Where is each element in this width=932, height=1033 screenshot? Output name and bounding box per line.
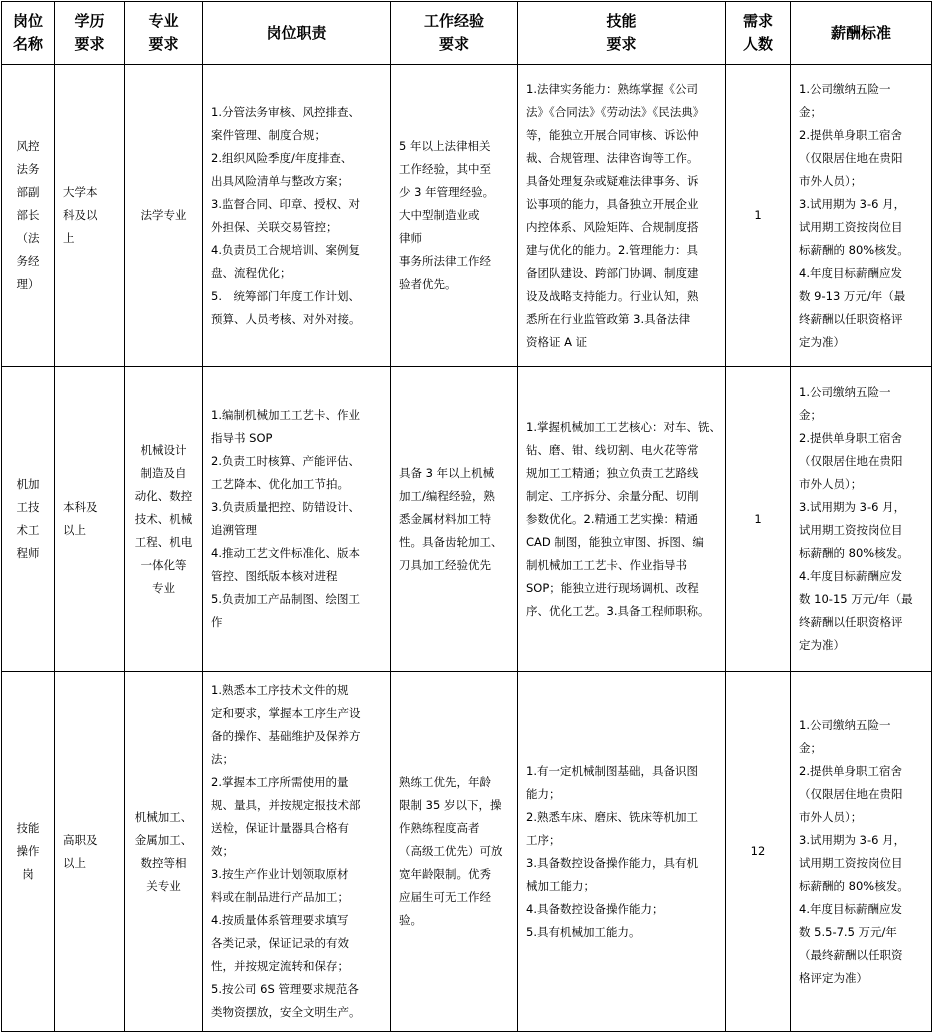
text-line: 料或在制品进行产品加工； [211, 890, 349, 904]
experience-cell-text [391, 771, 517, 932]
text-line: 律师 [399, 231, 422, 245]
text-line: 出具风险清单与整改方案； [211, 173, 349, 188]
text-line: 事务所法律工作经 [399, 254, 491, 268]
text-line: 技能 [16, 821, 40, 835]
text-line: 设及战略支持能力。行业认知，熟 [526, 288, 699, 303]
text-line: 工艺降本、优化加工节拍。 [211, 477, 349, 491]
skills-cell-text [518, 760, 725, 944]
text-line: 参数优化。2.精通工艺实操：精通 [526, 511, 698, 526]
text-line: 5.按公司 6S 管理要求规范各 [211, 982, 359, 996]
text-line: （仅限居住地在贵阳 [799, 786, 903, 801]
text-line: 数 9-13 万元/年（最 [799, 288, 906, 303]
text-line: 定和要求，掌握本工序生产设 [211, 706, 361, 720]
text-line: 5. 统筹部门年度工作计划、 [211, 288, 360, 303]
text-line: 具备处理复杂或疑难法律事务、诉 [526, 173, 699, 188]
text-line: 制定、工序拆分、余量分配、切削 [526, 488, 699, 503]
text-line: 科及以 [63, 208, 98, 222]
job-requirements-table [1, 1, 932, 1032]
text-line: 5.负责加工产品制图、绘图工 [211, 592, 360, 606]
text-line: 以上 [63, 523, 86, 537]
text-line: 钻、磨、钳、线切割、电火花等常 [526, 442, 699, 457]
text-line: 市外人员）； [799, 477, 863, 491]
text-line: 4.年度目标薪酬应发 [799, 265, 902, 280]
experience-cell-text [391, 462, 517, 577]
text-line: 4.推动工艺文件标准化、版本 [211, 546, 360, 560]
text-line: 1.分管法务审核、风控排查、 [211, 104, 360, 119]
education-cell [55, 367, 125, 672]
position-name-cell [2, 367, 55, 672]
text-line: 性。具备齿轮加工、 [399, 534, 503, 549]
text-line: 1 [754, 208, 762, 222]
text-line: 备的操作、基础维护及保养方 [211, 729, 361, 743]
major-cell [125, 65, 203, 367]
text-line: CAD 制图，能独立审图、拆图、编 [526, 534, 704, 549]
text-line: 4.年度目标薪酬应发 [799, 569, 902, 583]
text-line: 悉金属材料加工特 [399, 511, 491, 526]
text-line: SOP；能独立进行现场调机、改程 [526, 580, 699, 595]
position-name-cell-text [2, 817, 54, 886]
text-line: 裁、合规管理、法律咨询等工作。 [526, 150, 699, 165]
text-line: 关专业 [146, 878, 181, 893]
text-line: （最终薪酬以任职资 [799, 947, 903, 962]
text-line: 以上 [63, 855, 86, 870]
text-line: 机械加工、 [134, 809, 193, 824]
education-cell [55, 672, 125, 1032]
duties-cell [203, 367, 391, 672]
text-line: 宽年龄限制。优秀 [399, 867, 491, 881]
text-line: 效； [211, 844, 234, 858]
text-line: 预算、人员考核、对外对接。 [211, 311, 361, 326]
skills-cell-text [518, 416, 725, 623]
text-line: 数 10-15 万元/年（最 [799, 592, 913, 606]
salary-cell-text [791, 714, 931, 990]
duties-cell-text [203, 679, 390, 1024]
headcount-cell [726, 367, 791, 672]
text-line: 作 [211, 615, 223, 629]
text-line: 12 [750, 844, 766, 858]
text-line: 试用期工资按岗位目 [799, 523, 903, 537]
text-line: 讼事项的能力，具备独立开展企业 [526, 196, 699, 211]
text-line: 送检，保证计量器具合格有 [211, 821, 349, 835]
text-line: 1.有一定机械制图基础，具备识图 [526, 763, 698, 778]
headcount-cell [726, 672, 791, 1032]
text-line: 市外人员）； [799, 173, 863, 188]
table-row [2, 65, 932, 367]
text-line: 规、量具，并按规定报技术部 [211, 798, 361, 812]
salary-cell [791, 367, 932, 672]
text-line: 工作经验，其中至 [399, 162, 491, 176]
text-line: 2.提供单身职工宿舍 [799, 431, 902, 445]
text-line: 指导书 SOP [211, 431, 273, 445]
text-line: 1.公司缴纳五险一 [799, 717, 891, 732]
text-line: 4.负责员工合规培训、案例复 [211, 242, 360, 257]
header-position-name: 岗位 名称 [2, 2, 55, 65]
header-headcount: 需求 人数 [726, 2, 791, 65]
duties-cell-text [203, 101, 390, 331]
text-line: 终薪酬以任职资格评 [799, 311, 903, 326]
header-duties: 岗位职责 [203, 2, 391, 65]
text-line: 4.年度目标薪酬应发 [799, 901, 902, 916]
text-line: 3.试用期为 3-6 月， [799, 832, 906, 847]
text-line: 法务 [16, 162, 40, 176]
salary-cell-text [791, 381, 931, 657]
text-line: 盘、流程优化； [211, 265, 292, 280]
text-line: 动化、数控 [134, 488, 193, 503]
text-line: 外担保、关联交易管控； [211, 219, 338, 234]
text-line: 标薪酬的 80%核发。 [799, 242, 909, 257]
text-line: 标薪酬的 80%核发。 [799, 878, 909, 893]
text-line: 定为准） [799, 334, 845, 349]
skills-cell-text [518, 78, 725, 354]
text-line: 管控、图纸版本核对进程 [211, 569, 338, 583]
text-line: 工序； [526, 832, 561, 847]
text-line: 1.熟悉本工序技术文件的规 [211, 683, 349, 697]
education-cell-text [55, 829, 124, 875]
text-line: （法 [16, 231, 40, 245]
salary-cell [791, 672, 932, 1032]
text-line: 法； [211, 752, 234, 766]
text-line: 机加 [16, 477, 40, 491]
text-line: 悉所在行业监管政第 3.具备法律 [526, 311, 691, 326]
text-line: 1.法律实务能力：熟练掌握《公司 [526, 81, 698, 96]
text-line: 5.具有机械加工能力。 [526, 924, 641, 939]
text-line: 4.按质量体系管理要求填写 [211, 913, 349, 927]
text-line: 具备 3 年以上机械 [399, 465, 495, 480]
text-line: 序、优化工艺。3.具备工程师职称。 [526, 603, 710, 618]
duties-cell [203, 672, 391, 1032]
skills-cell [518, 672, 726, 1032]
text-line: 3.试用期为 3-6 月， [799, 196, 906, 211]
salary-cell [791, 65, 932, 367]
text-line: 应届生可无工作经 [399, 890, 491, 904]
header-row [2, 2, 932, 65]
text-line: 刀具加工经验优先 [399, 557, 491, 572]
text-line: （高级工优先）可放 [399, 844, 503, 858]
text-line: 加工/编程经验，熟 [399, 488, 495, 503]
text-line: 1.公司缴纳五险一 [799, 81, 891, 96]
text-line: 机械设计 [140, 442, 187, 457]
text-line: 大学本 [63, 185, 98, 199]
text-line: 4.具备数控设备操作能力； [526, 901, 664, 916]
education-cell-text [55, 496, 124, 542]
text-line: 金； [799, 408, 822, 422]
text-line: 验者优先。 [399, 277, 457, 291]
duties-cell-text [203, 404, 390, 634]
education-cell [55, 65, 125, 367]
text-line: 作熟练程度高者 [399, 821, 480, 835]
salary-cell-text [791, 78, 931, 354]
text-line: 2.提供单身职工宿舍 [799, 763, 902, 778]
text-line: 2.掌握本工序所需使用的量 [211, 775, 349, 789]
text-line: 标薪酬的 80%核发。 [799, 546, 909, 560]
position-name-cell [2, 65, 55, 367]
text-line: 5 年以上法律相关 [399, 139, 491, 153]
text-line: 熟练工优先，年龄 [399, 775, 491, 789]
text-line: （仅限居住地在贵阳 [799, 150, 903, 165]
text-line: 2.熟悉车床、磨床、铣床等机加工 [526, 809, 698, 824]
text-line: 能力； [526, 786, 561, 801]
text-line: 各类记录，保证记录的有效 [211, 936, 349, 950]
table-row [2, 672, 932, 1032]
experience-cell [391, 65, 518, 367]
text-line: 本科及 [63, 500, 98, 514]
experience-cell [391, 672, 518, 1032]
text-line: 法》《合同法》《劳动法》《民法典》 [526, 104, 705, 119]
text-line: 验。 [399, 913, 422, 927]
table-row [2, 367, 932, 672]
text-line: 风控 [16, 139, 40, 153]
text-line: 数 5.5-7.5 万元/年 [799, 924, 897, 939]
text-line: 工技 [16, 500, 40, 514]
text-line: 理） [16, 277, 40, 291]
major-cell-text [125, 204, 202, 227]
text-line: 务经 [16, 254, 40, 268]
text-line: 2.负责工时核算、产能评估、 [211, 454, 360, 468]
text-line: 上 [63, 231, 75, 245]
text-line: 等，能独立开展合同审核、诉讼仲 [526, 127, 699, 142]
header-education: 学历 要求 [55, 2, 125, 65]
text-line: 1.掌握机械加工工艺核心：对车、铣、 [526, 419, 721, 434]
major-cell-text [125, 806, 202, 898]
major-cell [125, 672, 203, 1032]
text-line: 金； [799, 740, 822, 755]
experience-cell [391, 367, 518, 672]
major-cell-text [125, 439, 202, 600]
text-line: 规加工工精通；独立负责工艺路线 [526, 465, 699, 480]
text-line: 3.试用期为 3-6 月， [799, 500, 906, 514]
text-line: 定为准） [799, 638, 845, 652]
headcount-cell-text [726, 840, 790, 863]
text-line: 终薪酬以任职资格评 [799, 615, 903, 629]
header-skills: 技能 要求 [518, 2, 726, 65]
headcount-cell [726, 65, 791, 367]
text-line: 岗 [22, 867, 34, 881]
major-cell [125, 367, 203, 672]
text-line: 金属加工、 [134, 832, 193, 847]
text-line: 部副 [16, 185, 40, 199]
text-line: 备团队建设、跨部门协调、制度建 [526, 265, 699, 280]
text-line: 1.公司缴纳五险一 [799, 385, 891, 399]
text-line: 3.监督合同、印章、授权、对 [211, 196, 360, 211]
duties-cell [203, 65, 391, 367]
text-line: 制机械加工工艺卡、作业指导书 [526, 557, 687, 572]
text-line: 2.组织风险季度/年度排查、 [211, 150, 353, 165]
text-line: 法学专业 [140, 208, 187, 222]
text-line: 2.提供单身职工宿舍 [799, 127, 902, 142]
text-line: 大中型制造业或 [399, 208, 480, 222]
text-line: 3.具备数控设备操作能力，具有机 [526, 855, 698, 870]
text-line: 市外人员）； [799, 809, 863, 824]
skills-cell [518, 367, 726, 672]
text-line: 技术、机械 [134, 511, 193, 526]
text-line: 性，并按规定流转和保存； [211, 959, 349, 973]
text-line: 一体化等 [140, 557, 187, 572]
text-line: 试用期工资按岗位目 [799, 855, 903, 870]
text-line: 限制 35 岁以下，操 [399, 798, 502, 812]
text-line: 类物资摆放，安全文明生产。 [211, 1005, 361, 1019]
skills-cell [518, 65, 726, 367]
position-name-cell-text [2, 135, 54, 296]
education-cell-text [55, 181, 124, 250]
text-line: 格评定为准） [799, 970, 868, 985]
text-line: 程师 [16, 546, 40, 560]
text-line: 数控等相 [140, 855, 187, 870]
text-line: 内控体系、风险矩阵、合规制度搭 [526, 219, 699, 234]
text-line: 械加工能力； [526, 878, 595, 893]
text-line: 高职及 [63, 832, 98, 847]
text-line: 资格证 A 证 [526, 334, 588, 349]
text-line: （仅限居住地在贵阳 [799, 454, 903, 468]
header-experience: 工作经验 要求 [391, 2, 518, 65]
headcount-cell-text [726, 508, 790, 531]
experience-cell-text [391, 135, 517, 296]
text-line: 专业 [152, 580, 175, 595]
header-major: 专业 要求 [125, 2, 203, 65]
text-line: 制造及自 [140, 465, 187, 480]
text-line: 试用期工资按岗位目 [799, 219, 903, 234]
headcount-cell-text [726, 204, 790, 227]
text-line: 术工 [16, 523, 40, 537]
text-line: 3.负责质量把控、防错设计、 [211, 500, 360, 514]
header-salary: 薪酬标准 [791, 2, 932, 65]
text-line: 3.按生产作业计划领取原材 [211, 867, 349, 881]
position-name-cell-text [2, 473, 54, 565]
text-line: 1 [754, 511, 762, 526]
text-line: 1.编制机械加工工艺卡、作业 [211, 408, 360, 422]
position-name-cell [2, 672, 55, 1032]
text-line: 金； [799, 104, 822, 119]
text-line: 建与优化的能力。2.管理能力：具 [526, 242, 698, 257]
text-line: 案件管理、制度合规； [211, 127, 326, 142]
text-line: 追溯管理 [211, 523, 257, 537]
text-line: 工程、机电 [134, 534, 193, 549]
text-line: 部长 [16, 208, 40, 222]
text-line: 操作 [16, 844, 40, 858]
text-line: 少 3 年管理经验。 [399, 185, 495, 199]
